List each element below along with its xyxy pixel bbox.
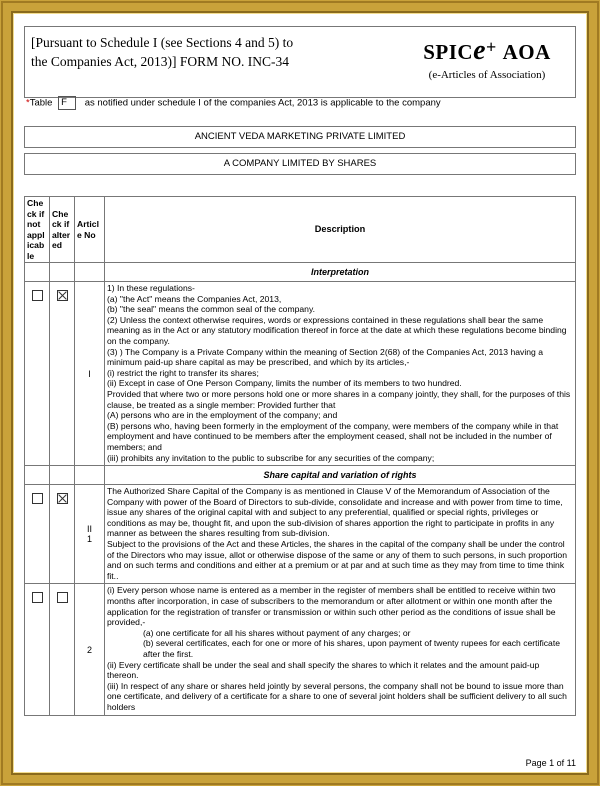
description-paragraph: (B) persons who, having been formerly in the employment of the company, were members of the company while in that employment and have continued to be members after the employment ceased, shall not be included in the number of members; and (107, 420, 559, 452)
table-applicable-text: as notified under schedule I of the companies Act, 2013 is applicable to the company (84, 97, 441, 109)
logo-aoa: AOA (502, 40, 551, 64)
table-header-row (25, 197, 576, 263)
article-number (75, 584, 105, 715)
header-label-line: e No (77, 229, 96, 240)
empty-cell (50, 466, 75, 485)
section-row (25, 263, 576, 282)
description-paragraph: (i) Every person whose name is entered as a member in the register of members shall be entitled to receive within two months after incorporation, in case of subscribers to the memorandum or after allotment or within one month after the application for the registration of transfer or transmission or within such other period as the conditions of issue shall be provided,- (107, 585, 556, 628)
not-applicable-checkbox-cell (25, 282, 50, 466)
page-number: Page 1 of 11 (525, 758, 576, 768)
not-applicable-checkbox[interactable] (32, 493, 43, 504)
required-star: * (26, 97, 30, 109)
empty-cell (25, 466, 50, 485)
logo-tagline: (e-Articles of Association) (428, 69, 546, 81)
article-description (105, 584, 576, 715)
article-number-main: 2 (86, 644, 92, 655)
description-paragraph: (a) "the Act" means the Companies Act, 2013, (107, 293, 282, 304)
article-number-main: II (86, 524, 92, 535)
table-label: Table (29, 97, 53, 109)
description-paragraph: (a) one certificate for all his shares without payment of any charges; or (143, 627, 411, 638)
description-paragraph: 1) In these regulations- (107, 283, 195, 293)
header-label-line: icab (27, 240, 45, 250)
company-type: A COMPANY LIMITED BY SHARES (24, 153, 576, 175)
column-article-no (75, 197, 105, 263)
article-number (75, 485, 105, 584)
description-paragraph: (3) ) The Company is a Private Company within the meaning of Section 2(68) of the Companies Act, 2013 having a minimum paid-up share capital as may be prescribed, and which by its articles,- (107, 346, 543, 368)
table-applicable-line (26, 96, 441, 110)
section-title: Share capital and variation of rights (105, 466, 576, 485)
header-label-line: appl (27, 229, 45, 240)
empty-cell (75, 466, 105, 485)
table-value-field[interactable]: F (58, 96, 76, 110)
form-reference-line-2: the Companies Act, 2013)] FORM NO. INC-34 (31, 54, 289, 69)
description-paragraph: (ii) Every certificate shall be under the seal and shall specify the shares to which it relates and the amount paid-up thereon. (107, 659, 540, 681)
column-not-applicable (25, 197, 50, 263)
description-paragraph: Provided that where two or more persons hold one or more shares in a company jointly, they shall, for the purposes of this clause, be treated as a single member: Provided further that (107, 388, 571, 410)
header-label-line: not (27, 219, 41, 229)
description-paragraph: (i) restrict the right to transfer its shares; (107, 367, 259, 378)
header-label-line: Articl (77, 219, 99, 229)
empty-cell (50, 263, 75, 282)
altered-checkbox[interactable] (57, 592, 68, 603)
articles-table (24, 196, 576, 716)
description-paragraph: (A) persons who are in the employment of the company; and (107, 410, 338, 421)
header-label-line: Che (27, 198, 44, 208)
header-label-line: Che (52, 208, 69, 219)
description-paragraph: (b) "the seal" means the common seal of the company. (107, 304, 315, 315)
description-paragraph: (iii) prohibits any invitation to the public to subscribe for any securities of the company; (107, 452, 435, 463)
description-paragraph: (ii) Except in case of One Person Company, limits the number of its members to two hundred. (107, 378, 462, 389)
form-reference (31, 33, 331, 71)
article-row (25, 282, 576, 466)
logo-plus: + (486, 37, 497, 57)
article-number-main: I (88, 368, 91, 379)
altered-checkbox[interactable] (57, 290, 68, 301)
column-altered (50, 197, 75, 263)
form-header (24, 26, 576, 98)
article-number (75, 282, 105, 466)
article-number-sub: 1 (86, 534, 92, 545)
article-description (105, 485, 576, 584)
empty-cell (25, 263, 50, 282)
logo-text (407, 35, 567, 67)
document-page (14, 14, 586, 772)
header-label-line: ck if (27, 208, 45, 219)
not-applicable-checkbox-cell (25, 485, 50, 584)
description-paragraph: (b) several certificates, each for one or more of his shares, upon payment of twenty rupees for each certificate after the first. (143, 638, 560, 659)
altered-checkbox-cell (50, 485, 75, 584)
altered-checkbox-cell (50, 282, 75, 466)
spice-aoa-logo (407, 35, 567, 81)
article-description (105, 282, 576, 466)
form-reference-line-1: [Pursuant to Schedule I (see Sections 4 and 5) to (31, 35, 294, 50)
header-label-line: ck if (52, 219, 70, 229)
article-row (25, 584, 576, 715)
not-applicable-checkbox[interactable] (32, 290, 43, 301)
logo-e: e (473, 35, 487, 66)
altered-checkbox-cell (50, 584, 75, 715)
header-label-line: ed (52, 240, 63, 250)
header-label-line: le (27, 250, 35, 261)
article-row (25, 485, 576, 584)
not-applicable-checkbox-cell (25, 584, 50, 715)
altered-checkbox[interactable] (57, 493, 68, 504)
description-paragraph: (2) Unless the context otherwise requires, words or expressions contained in these regulations shall bear the same meaning as in the Act or any statutory modification thereof in force at the date at which these regulations become binding on the company. (107, 314, 567, 346)
description-paragraph: The Authorized Share Capital of the Company is as mentioned in Clause V of the Memorandum of Association of the Company with power of the Board of Directors to sub-divide, consolidate and increase and with power from time to time, issue any shares of the original capital with and subject to any preferential, qualified or special rights, privileges or conditions as may be, thought fit, and upon the sub-division of shares apportion the right to participate in profits in any manner as between the shares resulting from sub-division. (107, 486, 563, 539)
description-paragraph: Subject to the provisions of the Act and these Articles, the shares in the capital of the company shall be under the control of the Directors who may issue, allot or otherwise dispose of the same or any of them to such persons, in such proportion and on such terms and conditions and either at a premium or at par and at such time as they may from time to time think fit.. (107, 539, 567, 581)
column-description: Description (105, 197, 576, 263)
description-paragraph: (iii) In respect of any share or shares held jointly by several persons, the company shall not be bound to issue more than one certificate, and delivery of a certificate for a share to one of several joint holders shall be sufficient delivery to all such holders (107, 680, 567, 712)
header-label-line: alter (52, 229, 71, 240)
logo-spic: SPIC (423, 40, 474, 64)
company-name: ANCIENT VEDA MARKETING PRIVATE LIMITED (24, 126, 576, 148)
not-applicable-checkbox[interactable] (32, 592, 43, 603)
empty-cell (75, 263, 105, 282)
section-title: Interpretation (105, 263, 576, 282)
section-row (25, 466, 576, 485)
